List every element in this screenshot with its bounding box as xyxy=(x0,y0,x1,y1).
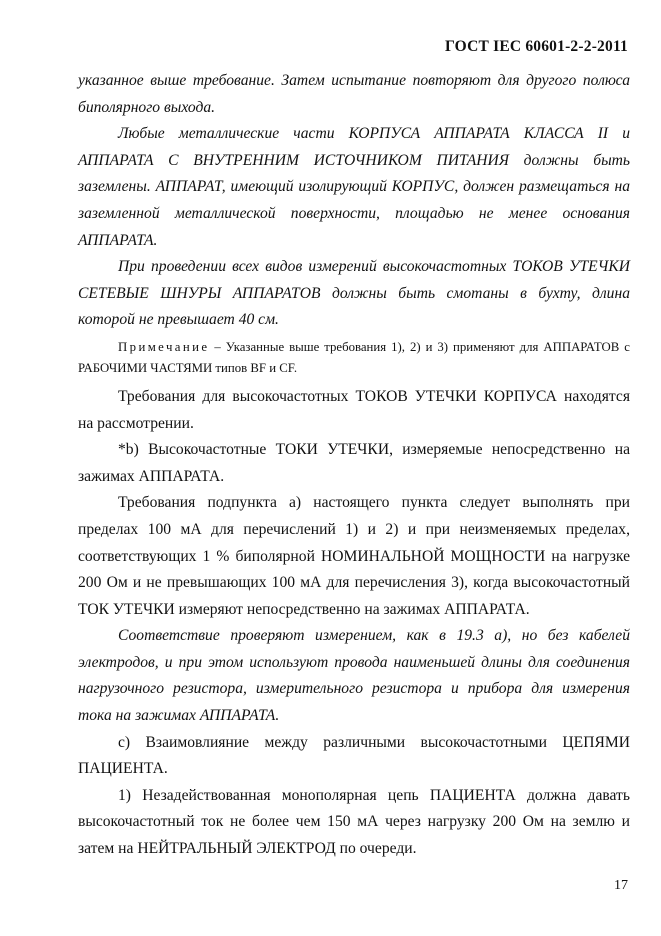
paragraph-compliance: Соответствие проверяют измерением, как в 19.3 а), но без кабелей электродов, и при этом используют провода наименьшей длины для соединения нагрузочного резистора, измерительного резистора и прибора для измерения тока на зажимах АППАРАТА. xyxy=(78,627,630,725)
paragraph-grounding: Любые металлические части КОРПУСА АППАРАТА КЛАССА II и АППАРАТА С ВНУТРЕННИМ ИСТОЧНИКОМ ПИТАНИЯ должны быть заземлены. АППАРАТ, имеющий изолирующий КОРПУС, должен размещаться на заземленной металлической поверхности, площадью не менее основания АППАРАТА. xyxy=(78,125,630,249)
paragraph-enclosure-leakage: Требования для высокочастотных ТОКОВ УТЕЧКИ КОРПУСА находятся на рассмотрении. xyxy=(78,387,630,432)
note-text: Указанные выше требования 1), 2) и 3) применяют для АППАРАТОВ с РАБОЧИМИ ЧАСТЯМИ типов BF и CF. xyxy=(78,339,630,375)
paragraph-mains-cords: При проведении всех видов измерений высокочастотных ТОКОВ УТЕЧКИ СЕТЕВЫЕ ШНУРЫ АППАРАТОВ должны быть смотаны в бухту, длина которой не превышает 40 см. xyxy=(78,258,630,329)
page-number: 17 xyxy=(614,878,628,893)
note xyxy=(78,337,630,379)
paragraph-continuation: указанное выше требование. Затем испытание повторяют для другого полюса биполярного выхода. xyxy=(78,72,630,116)
paragraph-item-b: *b) Высокочастотные ТОКИ УТЕЧКИ, измеряемые непосредственно на зажимах АППАРАТА. xyxy=(78,441,630,485)
document-body xyxy=(78,68,630,863)
paragraph-item-c: с) Взаимовлияние между различными высокочастотными ЦЕПЯМИ ПАЦИЕНТА. xyxy=(78,733,630,778)
paragraph-item-1: 1) Незадействованная монополярная цепь ПАЦИЕНТА должна давать высокочастотный ток не более чем 150 мА через нагрузку 200 Ом на землю и затем на НЕЙТРАЛЬНЫЙ ЭЛЕКТРОД по очереди. xyxy=(78,786,630,858)
note-dash: – xyxy=(209,339,226,354)
paragraph-requirements: Требования подпункта а) настоящего пункта следует выполнять при пределах 100 мА для перечислений 1) и 2) и при неизменяемых пределах, соответствующих 1 % биполярной НОМИНАЛЬНОЙ МОЩНОСТИ на нагрузке 200 Ом и не превышающих 100 мА для перечисления 3), когда высокочастотный ТОК УТЕЧКИ измеряют непосредственно на зажимах АППАРАТА. xyxy=(78,494,630,618)
document-header: ГОСТ IEC 60601-2-2-2011 xyxy=(444,38,628,55)
note-label: Примечание xyxy=(118,339,210,354)
